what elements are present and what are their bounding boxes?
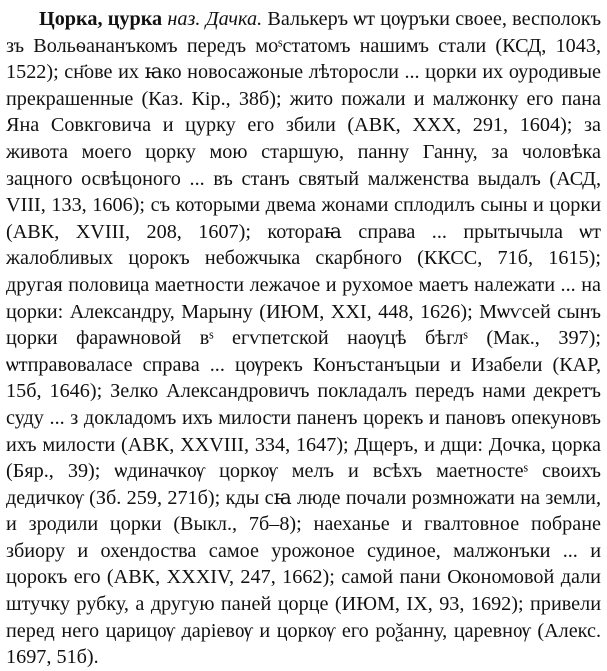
entry-citations: Валькеръ ѡт цѹръки своее, весполокъ зъ Вольѳананъкомъ передъ моˢстатомъ нашимъ стали (КСД, 1043, 1522); сн҃ове их ꙗко новосажоные лѣторосли ... цорки их оуродивые прекрашенные (Каз. Кір., 38б); жито пожали и малжонку его пана Яна Совкговича и цурку его збили (АВК, XXX, 291, 1604); за живота моего цорку мою старшую, панну Ганну, за чоловѣка зацного освѣцоного ... въ станъ святый малженства выдалъ (АСД, VIII, 133, 1606); съ которыми двема жонами сплодилъ сыны и цорки (АВК, XVIII, 208, 1607); котораꙗ справа ... прытычыла ѡт жалобливых цорокъ небожчыка скарбного (ККСС, 71б, 1615); другая половица маетности лежачое и рухомое маетъ належати ... на цорки: Александру, Марыну (ИЮМ, XXI, 448, 1626); Мѡѵсей сынъ цорки фараѡновой вˢ егѵпетской наѹцѣ бѣглˢ (Мак., 397); ѡтправоваласе справа ... цѹрекъ Конъстанъцыи и Изабели (КАР, 15б, 1646); Зелко Александровичъ покладалъ передъ нами декретъ суду ... з докладомъ ихъ милости паненъ цорекъ и пановъ опекуновъ ихъ милости (АВК, XXVIII, 334, 1647); Дщеръ, и дщи: Дочка, цорка (Бяр., 39); ѡдиначкѹ цоркѹ мелъ и всѣхъ маетностеˢ своихъ дедичкѹ (Зб. 259, 271б); кды сꙗ люде почали розмножати на земли, и зродили цорки (Выкл., 7б–8); наеханье и гвалтовное побране збиору и охендоства самое урожоное судиное, малжонъки ... и цорокъ его (АВК, XXXIV, 247, 1662); самой пани Окономовой дали штучку рубку, а другую паней цорце (ИЮМ, IX, 93, 1692); привели перед него царицѹ даріевѹ и цоркѹ его роѯанну, царевнѹ (Алекс. 1697, 51б). [6,8,602,669]
entry-gloss: Дачка. [205,8,263,30]
entry-headword: Цорка, цурка [39,8,163,30]
entry-grammar-abbreviation: наз. [167,8,201,30]
dictionary-entry [6,6,601,671]
